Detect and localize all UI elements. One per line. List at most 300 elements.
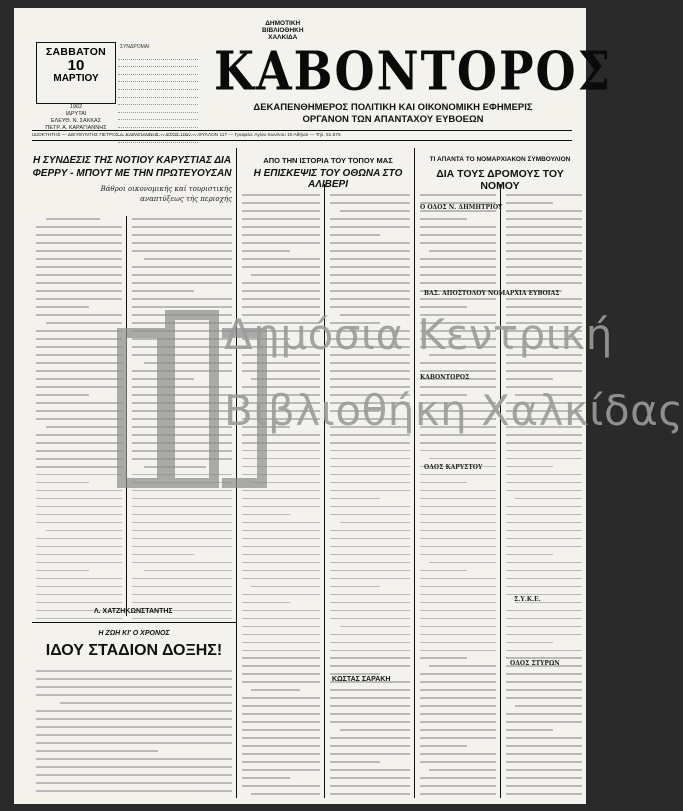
text-line	[506, 194, 582, 196]
text-line	[242, 282, 320, 284]
text-line	[242, 657, 320, 659]
text-line	[36, 346, 122, 348]
library-stamp-line1: ΔΗΜΟΤΙΚΗ	[265, 20, 301, 27]
text-line	[330, 785, 410, 787]
text-line	[506, 681, 582, 683]
article-section-heading: ΒΑΣ. ΑΠΟΣΤΟΛΟΥ ΝΟΜΑΡΧΙΑ ΕΥΒΟΙΑΣ	[424, 290, 560, 297]
publisher-year: 1962	[69, 104, 83, 110]
text-line	[242, 202, 320, 204]
text-line	[506, 218, 582, 220]
text-line	[36, 790, 232, 792]
text-line	[330, 657, 410, 659]
text-line	[330, 793, 410, 795]
publisher-founder-1: ΕΛΕΥΘ. Ν. ΣΑΚΚΑΣ	[50, 118, 102, 124]
text-line	[36, 594, 122, 596]
text-line	[36, 226, 122, 228]
text-line	[36, 266, 122, 268]
text-line	[330, 737, 410, 739]
text-line	[46, 218, 99, 220]
text-line	[506, 210, 582, 212]
text-line	[242, 673, 320, 675]
text-line	[242, 713, 320, 715]
text-line	[330, 761, 380, 763]
text-line	[420, 538, 496, 540]
text-line	[420, 506, 496, 508]
text-line	[330, 290, 410, 292]
text-line	[330, 705, 410, 707]
text-line	[36, 562, 122, 564]
text-line	[506, 769, 582, 771]
text-line	[420, 234, 496, 236]
text-line	[36, 330, 122, 332]
newspaper-page	[14, 8, 683, 804]
library-watermark-line2: Βιβλιοθήκη Χαλκίδας	[224, 386, 683, 435]
text-line	[420, 578, 496, 580]
library-stamp-line3: ΧΑΛΚΙΔΑ	[268, 34, 298, 41]
text-line	[36, 750, 158, 752]
text-line	[36, 686, 232, 688]
date-month: ΜΑΡΤΙΟΥ	[53, 73, 99, 84]
text-line	[242, 602, 290, 604]
text-line	[36, 758, 232, 760]
text-line	[242, 234, 320, 236]
text-line	[36, 710, 232, 712]
text-line	[330, 218, 410, 220]
text-line	[36, 578, 122, 580]
text-line	[506, 594, 582, 596]
text-line	[330, 250, 410, 252]
text-line	[420, 274, 496, 276]
text-line	[242, 226, 320, 228]
publisher-founded: ΙΔΡΥΤΑΙ	[65, 111, 87, 117]
text-line	[36, 250, 122, 252]
text-line	[506, 530, 582, 532]
text-line	[506, 777, 582, 779]
text-line	[251, 689, 299, 691]
text-line	[251, 793, 320, 795]
text-line	[506, 729, 553, 731]
text-line	[506, 745, 582, 747]
text-line	[506, 689, 582, 691]
text-line	[251, 586, 320, 588]
text-line	[330, 594, 410, 596]
publisher-info	[36, 104, 116, 132]
text-line	[242, 721, 320, 723]
text-line	[420, 745, 467, 747]
text-line	[132, 554, 194, 556]
text-line	[36, 394, 89, 396]
text-line	[420, 610, 496, 612]
text-line	[330, 202, 410, 204]
text-line	[36, 618, 122, 620]
text-line	[429, 562, 496, 564]
text-line	[36, 678, 232, 680]
text-line	[420, 194, 496, 196]
text-line	[330, 258, 410, 260]
text-line	[506, 282, 582, 284]
text-line	[242, 210, 320, 212]
text-line	[132, 522, 232, 524]
text-line	[420, 594, 496, 596]
text-line	[330, 618, 410, 620]
text-line	[36, 734, 232, 736]
text-line	[506, 522, 582, 524]
text-line	[506, 697, 582, 699]
text-line	[132, 290, 194, 292]
text-line	[506, 546, 582, 548]
text-line	[36, 386, 122, 388]
article-section-heading: Σ.Υ.Κ.Ε.	[514, 596, 541, 603]
text-line	[330, 514, 410, 516]
text-line	[132, 538, 232, 540]
text-line	[420, 626, 496, 628]
text-line	[330, 570, 410, 572]
text-line	[242, 506, 320, 508]
text-line	[36, 402, 122, 404]
article-section-heading: ΚΑΒΟΝΤΟΡΟΣ	[420, 374, 470, 381]
text-line	[36, 490, 122, 492]
text-line	[36, 450, 122, 452]
article-section-heading: ΟΔΟΣ ΣΤΥΡΩΝ	[510, 660, 560, 667]
text-line	[429, 665, 496, 667]
text-line	[36, 410, 122, 412]
text-line	[420, 697, 496, 699]
article-column	[36, 212, 122, 620]
text-line	[36, 362, 122, 364]
text-line	[420, 705, 496, 707]
text-line	[36, 514, 122, 516]
text-line	[330, 769, 410, 771]
text-line	[420, 793, 496, 795]
text-line	[330, 274, 410, 276]
text-line	[506, 610, 582, 612]
text-line	[506, 226, 582, 228]
text-line	[420, 761, 496, 763]
text-line	[330, 634, 410, 636]
text-line	[330, 745, 410, 747]
text-line	[330, 506, 410, 508]
text-line	[330, 554, 410, 556]
text-line	[506, 538, 582, 540]
text-line	[330, 753, 410, 755]
text-line	[420, 681, 496, 683]
text-line	[36, 466, 122, 468]
text-line	[330, 586, 380, 588]
text-line	[132, 514, 232, 516]
article-kicker-council: ΤΙ ΑΠΑΝΤΑ ΤΟ ΝΟΜΑΡΧΙΑΚΟΝ ΣΥΜΒΟΥΛΙΟΝ	[429, 156, 571, 163]
text-line	[330, 650, 410, 652]
text-line	[46, 530, 122, 532]
text-line	[132, 506, 232, 508]
text-line	[242, 522, 320, 524]
text-line	[36, 498, 122, 500]
text-line	[242, 769, 320, 771]
article-section-heading: Ο ΟΔΟΣ Ν. ΔΗΜΗΤΡΙΟΥ	[420, 204, 503, 211]
text-line	[36, 474, 122, 476]
text-line	[506, 266, 582, 268]
text-line	[132, 546, 232, 548]
text-line	[330, 266, 410, 268]
text-line	[340, 626, 410, 628]
text-line	[36, 298, 122, 300]
text-line	[506, 506, 582, 508]
text-line	[46, 426, 122, 428]
newspaper-subtitle: ΔΕΚΑΠΕΝΘΗΜΕΡΟΣ ΠΟΛΙΤΙΚΗ ΚΑΙ ΟΙΚΟΝΟΜΙΚΗ ΕΦΗΜΕΡΙΣ	[253, 102, 533, 113]
text-line	[36, 378, 122, 380]
article-headline-otto: Η ΕΠΙΣΚΕΨΙΣ ΤΟΥ ΟΘΩΝΑ ΣΤΟ ΑΛΙΒΕΡΙ	[253, 168, 403, 190]
text-line	[132, 250, 232, 252]
text-line	[242, 745, 320, 747]
text-line	[36, 274, 122, 276]
text-line	[330, 242, 410, 244]
article-column	[36, 664, 232, 798]
text-line	[132, 234, 232, 236]
text-line	[506, 785, 582, 787]
text-line	[36, 458, 122, 460]
text-line	[515, 498, 582, 500]
text-line	[36, 242, 122, 244]
text-line	[242, 546, 320, 548]
text-line	[330, 546, 410, 548]
text-line	[36, 554, 122, 556]
text-line	[242, 650, 320, 652]
text-line	[330, 226, 410, 228]
text-line	[506, 242, 582, 244]
article-headline-ferry: Η ΣΥΝΔΕΣΙΣ ΤΗΣ ΝΟΤΙΟΥ ΚΑΡΥΣΤΙΑΣ ΔΙΑ ΦΕΡΡΥ - ΜΠΟΥΤ ΜΕ ΤΗΝ ΠΡΩΤΕΥΟΥΣΑΝ	[32, 155, 232, 179]
text-line	[60, 702, 232, 704]
text-line	[420, 266, 496, 268]
text-line	[420, 226, 496, 228]
text-line	[330, 642, 410, 644]
text-line	[132, 274, 232, 276]
text-line	[420, 586, 496, 588]
text-line	[36, 726, 232, 728]
library-watermark-line1: Δημόσια Κεντρική	[224, 310, 613, 359]
text-line	[506, 753, 582, 755]
article-headline-stadium: ΙΔΟΥ ΣΤΑΔΙΟΝ ΔΟΞΗΣ!	[45, 642, 223, 659]
text-line	[420, 785, 496, 787]
text-line	[242, 554, 320, 556]
text-line	[429, 769, 496, 771]
text-line	[506, 626, 582, 628]
text-line	[251, 274, 320, 276]
text-line	[242, 777, 290, 779]
text-line	[420, 218, 467, 220]
text-line	[242, 594, 320, 596]
text-line	[144, 570, 232, 572]
text-line	[420, 729, 496, 731]
text-line	[506, 657, 582, 659]
text-line	[132, 498, 232, 500]
text-line	[36, 538, 122, 540]
text-line	[46, 322, 122, 324]
text-line	[420, 570, 467, 572]
text-line	[36, 370, 122, 372]
text-line	[330, 721, 410, 723]
text-line	[132, 218, 232, 220]
text-line	[330, 673, 380, 675]
text-line	[36, 506, 122, 508]
text-line	[330, 530, 410, 532]
article-signature: Λ. ΧΑΤΖΗΚΩΝΣΤΑΝΤΗΣ	[94, 608, 173, 615]
text-line	[132, 602, 232, 604]
text-line	[36, 782, 232, 784]
article-signature: ΚΩΣΤΑΣ ΣΑΡΑΚΗ	[332, 676, 391, 683]
text-line	[144, 258, 232, 260]
text-line	[420, 258, 496, 260]
article-headline-roads: ΔΙΑ ΤΟΥΣ ΔΡΟΜΟΥΣ ΤΟΥ ΝΟΜΟΥ	[436, 168, 564, 192]
text-line	[242, 610, 320, 612]
text-line	[330, 562, 410, 564]
publisher-info-line: ΙΔΙΟΚΤΗΤΗΣ — ΔΙΕΥΘΥΝΤΗΣ ΠΕΤΡΟΣ Α. ΚΑΡΑΓΙΑΝΝΗΣ — ΕΤΟΣ 10ον — ΦΥΛΛΟΝ 117 — Γραφεία: Αγίου Κων/νου 10 Αθήναι — Τηλ. 51.575	[32, 130, 572, 141]
text-line	[420, 530, 496, 532]
text-line	[420, 689, 496, 691]
text-line	[506, 258, 582, 260]
date-box	[36, 42, 116, 104]
text-line	[36, 602, 122, 604]
text-line	[506, 554, 553, 556]
text-line	[36, 570, 89, 572]
text-line	[420, 657, 467, 659]
article-kicker-life: Η ΖΩΗ ΚΙ' Ο ΧΡΟΝΟΣ	[98, 630, 170, 637]
text-line	[132, 530, 232, 532]
text-line	[420, 642, 496, 644]
text-line	[506, 250, 582, 252]
text-line	[242, 530, 320, 532]
text-line	[330, 282, 410, 284]
text-line	[36, 234, 122, 236]
article-subheading-ferry: Βάθροι οικονομικής καί τουριστικής αναπτύξεως τής περιοχής	[100, 185, 232, 203]
text-line	[132, 266, 232, 268]
text-line	[132, 226, 232, 228]
text-line	[242, 697, 320, 699]
text-line	[36, 546, 122, 548]
text-line	[506, 673, 582, 675]
text-line	[36, 670, 232, 672]
text-line	[132, 242, 232, 244]
text-line	[132, 282, 232, 284]
text-line	[36, 482, 89, 484]
text-line	[420, 618, 496, 620]
text-line	[420, 777, 496, 779]
text-line	[36, 306, 89, 308]
text-line	[132, 586, 232, 588]
text-line	[242, 570, 320, 572]
text-line	[242, 194, 320, 196]
section-divider	[32, 622, 236, 623]
text-line	[330, 697, 410, 699]
text-line	[330, 777, 410, 779]
text-line	[242, 729, 320, 731]
text-line	[506, 234, 582, 236]
date-number: 10	[67, 57, 85, 74]
text-line	[330, 610, 410, 612]
text-line	[420, 753, 496, 755]
text-line	[36, 354, 122, 356]
text-line	[330, 538, 410, 540]
text-line	[36, 742, 232, 744]
text-line	[242, 258, 320, 260]
text-line	[36, 774, 232, 776]
library-stamp-line2: ΒΙΒΛΙΟΘΗΚΗ	[262, 27, 304, 34]
text-line	[132, 618, 232, 620]
text-line	[36, 694, 232, 696]
text-line	[36, 338, 122, 340]
text-line	[506, 650, 582, 652]
text-line	[242, 242, 320, 244]
text-line	[420, 721, 496, 723]
text-line	[36, 418, 122, 420]
text-line	[242, 266, 320, 268]
text-line	[36, 718, 232, 720]
text-line	[420, 737, 496, 739]
text-line	[506, 578, 582, 580]
text-line	[330, 578, 410, 580]
text-line	[36, 290, 122, 292]
text-line	[330, 498, 380, 500]
text-line	[242, 626, 320, 628]
text-line	[242, 578, 320, 580]
text-line	[420, 498, 496, 500]
text-line	[515, 705, 582, 707]
text-line	[242, 753, 320, 755]
text-line	[242, 290, 320, 292]
text-line	[330, 689, 410, 691]
text-line	[420, 522, 496, 524]
article-kicker-history: ΑΠΟ ΤΗΝ ΙΣΤΟΡΙΑ ΤΟΥ ΤΟΠΟΥ ΜΑΣ	[263, 156, 393, 165]
text-line	[420, 546, 496, 548]
date-day: ΣΑΒΒΑΤΟΝ	[45, 46, 107, 58]
text-line	[420, 602, 496, 604]
text-line	[242, 665, 320, 667]
text-line	[242, 785, 320, 787]
text-line	[506, 514, 582, 516]
text-line	[36, 434, 122, 436]
text-line	[506, 274, 582, 276]
publisher-founder-2: ΠΕΤΡ. Α. ΚΑΡΑΓΙΑΝΝΗΣ	[45, 125, 107, 131]
text-line	[242, 538, 320, 540]
text-line	[506, 713, 582, 715]
text-line	[242, 642, 320, 644]
newspaper-tagline: ΟΡΓΑΝΟΝ ΤΩΝ ΑΠΑΝΤΑΧΟΥ ΕΥΒΟΕΩΝ	[302, 114, 484, 125]
article-section-heading: ΟΔΟΣ ΚΑΡΥΣΤΟΥ	[424, 464, 483, 471]
text-line	[242, 514, 290, 516]
text-line	[340, 210, 410, 212]
text-line	[132, 562, 232, 564]
text-line	[506, 761, 582, 763]
text-line	[420, 650, 496, 652]
text-line	[420, 634, 496, 636]
text-line	[242, 705, 320, 707]
text-line	[506, 737, 582, 739]
text-line	[420, 242, 496, 244]
text-line	[242, 634, 320, 636]
text-line	[242, 562, 320, 564]
text-line	[506, 562, 582, 564]
text-line	[242, 737, 320, 739]
text-line	[506, 586, 582, 588]
text-line	[36, 442, 122, 444]
text-line	[506, 793, 582, 795]
text-line	[420, 554, 496, 556]
text-line	[36, 314, 122, 316]
text-line	[506, 721, 582, 723]
text-line	[242, 618, 320, 620]
text-line	[330, 665, 410, 667]
text-line	[420, 673, 496, 675]
text-line	[330, 194, 410, 196]
text-line	[420, 713, 496, 715]
